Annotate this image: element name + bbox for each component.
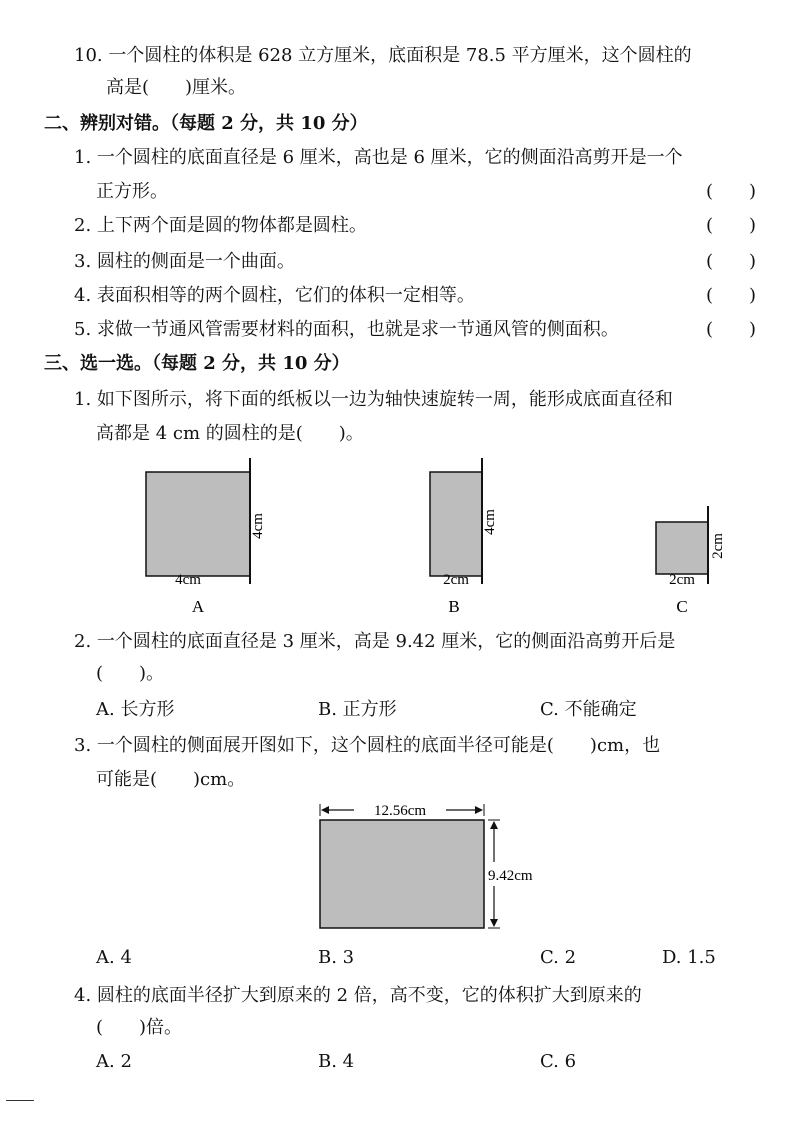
figure-a-board: [146, 472, 250, 576]
figure-a-height-label: 4cm: [250, 513, 266, 539]
s2-item1-line2: 正方形。: [96, 181, 168, 202]
q4-option-a[interactable]: A. 2: [96, 1051, 132, 1072]
width-label: 12.56cm: [373, 803, 427, 819]
s3-q2-line2: ( )。: [96, 663, 165, 684]
figure-c[interactable]: [656, 506, 726, 616]
answer-blank[interactable]: ( ): [706, 215, 757, 236]
q3-option-a[interactable]: A. 4: [96, 947, 132, 968]
s2-item2: 2. 上下两个面是圆的物体都是圆柱。: [74, 215, 367, 236]
lateral-rectangle: [320, 820, 484, 928]
footer-rule: [6, 1100, 34, 1101]
s3-q3-line2: 可能是( )cm。: [96, 769, 246, 790]
rotation-figures: [0, 450, 794, 622]
s2-item4: 4. 表面积相等的两个圆柱，它们的体积一定相等。: [74, 285, 475, 306]
section2-title: 二、辨别对错。（每题 2 分，共 10 分）: [44, 113, 368, 134]
q10-line1: 10. 一个圆柱的体积是 628 立方厘米，底面积是 78.5 平方厘米，这个圆柱的: [74, 45, 692, 66]
answer-blank[interactable]: ( ): [706, 181, 757, 202]
figure-b-height-label: 4cm: [482, 509, 498, 535]
s3-q2-line1: 2. 一个圆柱的底面直径是 3 厘米，高是 9.42 厘米，它的侧面沿高剪开后是: [74, 631, 676, 652]
q3-option-b[interactable]: B. 3: [318, 947, 355, 968]
q10-line2: 高是( )厘米。: [106, 77, 247, 98]
answer-blank[interactable]: ( ): [706, 319, 757, 340]
s2-item1-line1: 1. 一个圆柱的底面直径是 6 厘米，高也是 6 厘米，它的侧面沿高剪开是一个: [74, 147, 683, 168]
figure-b-letter: B: [448, 597, 460, 616]
figure-b[interactable]: [430, 458, 498, 616]
figure-b-board: [430, 472, 482, 576]
s3-q3-line1: 3. 一个圆柱的侧面展开图如下，这个圆柱的底面半径可能是( )cm，也: [74, 735, 661, 756]
figure-a[interactable]: [146, 458, 266, 616]
q3-option-d[interactable]: D. 1.5: [662, 947, 716, 968]
figure-b-width-label: 2cm: [443, 572, 469, 588]
figure-c-height-label: 2cm: [710, 533, 726, 559]
figure-a-width-label: 4cm: [175, 572, 201, 588]
q2-option-b[interactable]: B. 正方形: [318, 699, 397, 720]
q4-option-c[interactable]: C. 6: [540, 1051, 577, 1072]
answer-blank[interactable]: ( ): [706, 251, 757, 272]
q4-option-b[interactable]: B. 4: [318, 1051, 355, 1072]
figure-c-letter: C: [676, 597, 688, 616]
s3-q1-line2: 高都是 4 cm 的圆柱的是( )。: [96, 423, 364, 444]
q2-option-a[interactable]: A. 长方形: [96, 699, 175, 720]
q2-option-c[interactable]: C. 不能确定: [540, 699, 637, 720]
figure-c-board: [656, 522, 708, 574]
s2-item5: 5. 求做一节通风管需要材料的面积，也就是求一节通风管的侧面积。: [74, 319, 619, 340]
lateral-surface-figure: [300, 798, 570, 938]
s3-q4-line2: ( )倍。: [96, 1017, 183, 1038]
s3-q1-line1: 1. 如下图所示，将下面的纸板以一边为轴快速旋转一周，能形成底面直径和: [74, 389, 673, 410]
answer-blank[interactable]: ( ): [706, 285, 757, 306]
q3-option-c[interactable]: C. 2: [540, 947, 577, 968]
s2-item3: 3. 圆柱的侧面是一个曲面。: [74, 251, 295, 272]
section3-title: 三、选一选。（每题 2 分，共 10 分）: [44, 353, 350, 374]
figure-a-letter: A: [191, 597, 205, 616]
height-label: 9.42cm: [488, 868, 533, 884]
s3-q4-line1: 4. 圆柱的底面半径扩大到原来的 2 倍，高不变，它的体积扩大到原来的: [74, 985, 642, 1006]
figure-c-width-label: 2cm: [669, 572, 695, 588]
